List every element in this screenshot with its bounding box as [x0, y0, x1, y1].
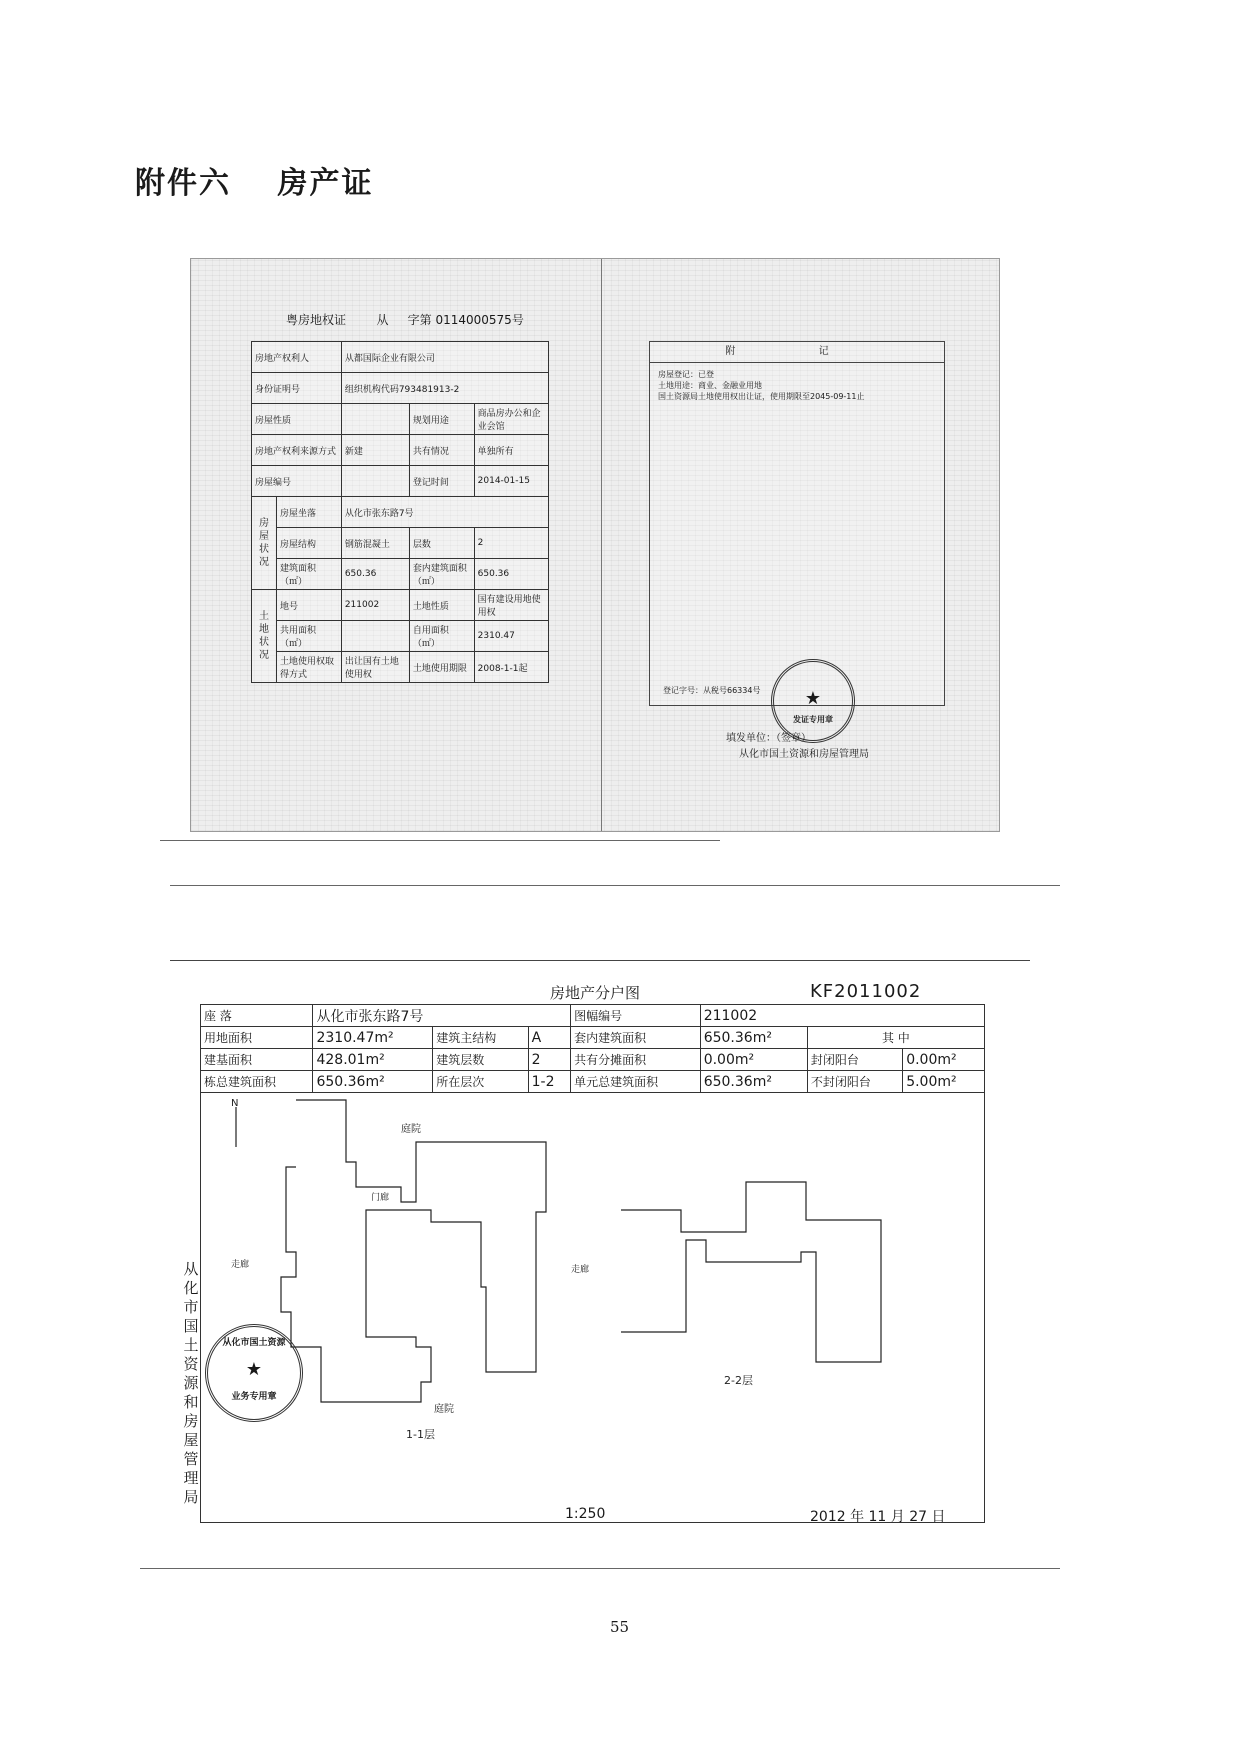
floor-2-label: 2-2层: [724, 1374, 753, 1387]
yard-top-label: 庭院: [401, 1124, 421, 1135]
corridor-right-label: 走廊: [571, 1265, 590, 1275]
floor-plan: [170, 960, 1030, 1530]
plan-drawing-area: [200, 1092, 985, 1523]
plan-side-office: 从化市国土资源和房屋管理局: [183, 1260, 199, 1506]
door-label: 门廊: [371, 1193, 390, 1203]
plan-code: KF2011002: [810, 981, 922, 1002]
page-number: 55: [610, 1618, 630, 1636]
issuer-name: 从化市国土资源和房屋管理局: [739, 749, 869, 760]
issuer-seal: ★ 发证专用章: [771, 659, 855, 743]
floor-2-outline: [621, 1182, 881, 1362]
fold-line: [601, 259, 602, 831]
notes-heading: 附 记: [650, 342, 944, 363]
issuer-label: 填发单位：（签章）: [726, 733, 811, 744]
page-heading: [135, 158, 407, 202]
business-seal: 从化市国土资源 ★ 业务专用章: [205, 1324, 303, 1422]
plan-title: 房地产分户图: [550, 984, 641, 1002]
divider: [160, 840, 720, 841]
house-status-side-label: 房屋状况: [252, 497, 277, 590]
north-label: N: [231, 1098, 239, 1109]
floor-1-outline: [281, 1100, 546, 1402]
plan-date: 2012 年 11 月 27 日: [810, 1509, 946, 1525]
yard-bottom-label: 庭院: [434, 1404, 454, 1415]
floor-plan-drawing: [201, 1092, 984, 1522]
land-status-side-label: 土地状况: [252, 590, 277, 683]
certificate-table: 房地产权利人 从都国际企业有限公司 身份证明号 组织机构代码793481913-2 房屋性质 规划用途 商品房办公和企业会馆 房地产权利来源方式 新建 共有情况 单独所有 房屋编号 登记时间 2014-01-15 房屋状况 房屋坐落 从化市张东路7号 房屋结构 钢筋混凝土 层数 2 建筑面积（㎡） 650.36 套内建筑面积（㎡） 650.36 土地状况 地号 211002 土地性质 国有建设用地使用权 共用面积（㎡） 自用面积（㎡） 2310.47 土地使用权取得方式 出让国有土地使用权 土地使用期限 2008-1-1起: [251, 341, 549, 683]
annex-title: 房产证: [277, 166, 374, 201]
plan-top-border: [170, 960, 1030, 961]
floor-1-label: 1-1层: [406, 1428, 435, 1441]
notes-lines: 房屋登记：已登 土地用途：商业、金融业用地 国土资源局土地使用权出让证，使用期限至2045-09-11止: [658, 370, 865, 401]
notes-box: [649, 341, 945, 706]
certificate-number-line: 粤房地权证 从 字第 0114000575号: [286, 313, 524, 327]
plan-scale: 1:250: [565, 1506, 606, 1522]
annex-label: 附件六: [135, 166, 231, 201]
registration-number: 登记字号：从税号66334号: [663, 686, 761, 695]
divider: [170, 885, 1060, 886]
corridor-left-label: 走廊: [231, 1260, 250, 1270]
property-certificate-scan: [190, 258, 1000, 832]
plan-info-table: 座 落 从化市张东路7号 图幅编号 211002 用地面积 2310.47m² 建筑主结构 A 套内建筑面积 650.36m² 其 中 建基面积 428.01m² 建筑层数 2 共有分摊面积 0.00m² 封闭阳台 0.00m² 栋总建筑面积 650.36m² 所在层次 1-2 单元总建筑面积 650.36m² 不封闭阳台 5.00m²: [200, 1004, 985, 1093]
divider: [140, 1568, 1060, 1569]
